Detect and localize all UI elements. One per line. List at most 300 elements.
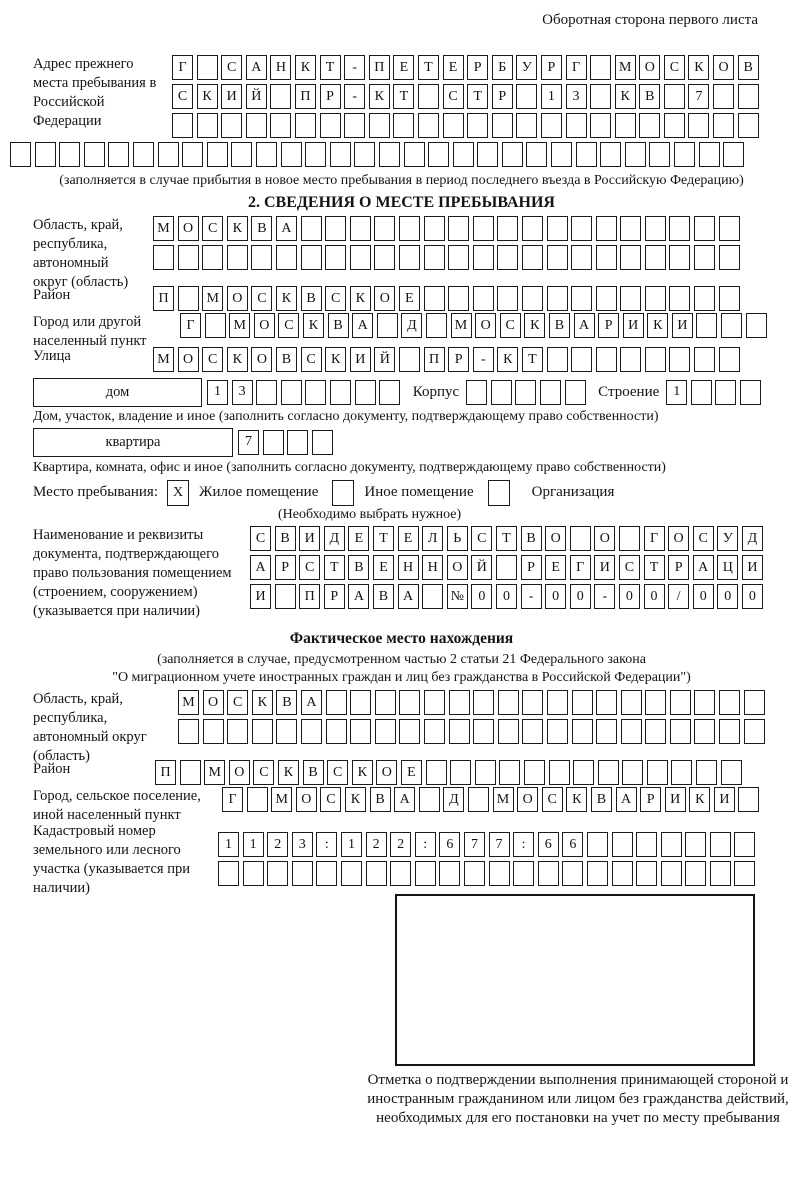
char-cell[interactable] — [301, 245, 322, 270]
char-cell[interactable] — [275, 584, 296, 609]
char-cell[interactable] — [497, 286, 518, 311]
char-cell[interactable]: Й — [374, 347, 395, 372]
char-cell[interactable]: В — [303, 760, 324, 785]
char-cell[interactable] — [596, 690, 617, 715]
char-cell[interactable] — [669, 286, 690, 311]
char-cell[interactable] — [399, 245, 420, 270]
char-cell[interactable] — [721, 760, 742, 785]
char-cell[interactable]: К — [197, 84, 218, 109]
char-cell[interactable] — [590, 113, 611, 138]
char-cell[interactable]: 1 — [218, 832, 239, 857]
char-cell[interactable] — [276, 245, 297, 270]
char-cell[interactable] — [439, 861, 460, 886]
char-cell[interactable]: С — [443, 84, 464, 109]
char-cell[interactable] — [696, 760, 717, 785]
char-cell[interactable] — [178, 245, 199, 270]
char-cell[interactable]: О — [251, 347, 272, 372]
char-cell[interactable] — [696, 313, 717, 338]
char-cell[interactable]: 0 — [496, 584, 517, 609]
char-cell[interactable] — [710, 832, 731, 857]
char-cell[interactable] — [497, 216, 518, 241]
char-cell[interactable] — [393, 113, 414, 138]
char-cell[interactable] — [669, 216, 690, 241]
char-cell[interactable] — [316, 861, 337, 886]
char-cell[interactable] — [522, 245, 543, 270]
char-cell[interactable]: 3 — [292, 832, 313, 857]
char-cell[interactable] — [424, 719, 445, 744]
char-cell[interactable] — [694, 216, 715, 241]
char-cell[interactable] — [231, 142, 252, 167]
char-cell[interactable] — [172, 113, 193, 138]
char-cell[interactable]: Е — [399, 286, 420, 311]
char-cell[interactable] — [305, 380, 326, 405]
char-cell[interactable] — [379, 380, 400, 405]
char-cell[interactable]: В — [521, 526, 542, 551]
char-cell[interactable]: М — [153, 347, 174, 372]
char-cell[interactable] — [723, 142, 744, 167]
char-cell[interactable]: И — [250, 584, 271, 609]
char-cell[interactable]: С — [320, 787, 341, 812]
char-cell[interactable] — [547, 690, 568, 715]
char-cell[interactable]: К — [566, 787, 587, 812]
char-cell[interactable] — [450, 760, 471, 785]
char-cell[interactable] — [636, 861, 657, 886]
char-cell[interactable] — [227, 245, 248, 270]
char-cell[interactable]: - — [521, 584, 542, 609]
char-cell[interactable] — [590, 84, 611, 109]
char-cell[interactable] — [443, 113, 464, 138]
char-cell[interactable] — [449, 690, 470, 715]
char-cell[interactable]: К — [689, 787, 710, 812]
char-cell[interactable]: П — [424, 347, 445, 372]
char-cell[interactable]: Е — [545, 555, 566, 580]
char-cell[interactable] — [625, 142, 646, 167]
char-cell[interactable] — [84, 142, 105, 167]
checkbox-other-premises[interactable] — [332, 480, 354, 506]
char-cell[interactable] — [108, 142, 129, 167]
char-cell[interactable] — [645, 719, 666, 744]
char-cell[interactable]: Е — [373, 555, 394, 580]
char-cell[interactable]: С — [221, 55, 242, 80]
char-cell[interactable]: Е — [401, 760, 422, 785]
char-cell[interactable] — [596, 286, 617, 311]
char-cell[interactable]: И — [672, 313, 693, 338]
char-cell[interactable]: № — [447, 584, 468, 609]
char-cell[interactable] — [330, 380, 351, 405]
char-cell[interactable] — [221, 113, 242, 138]
char-cell[interactable]: С — [693, 526, 714, 551]
char-cell[interactable] — [664, 113, 685, 138]
char-cell[interactable]: Г — [644, 526, 665, 551]
char-cell[interactable]: Т — [496, 526, 517, 551]
char-cell[interactable]: С — [325, 286, 346, 311]
char-cell[interactable]: Р — [320, 84, 341, 109]
char-cell[interactable]: К — [524, 313, 545, 338]
char-cell[interactable] — [694, 245, 715, 270]
char-cell[interactable]: К — [278, 760, 299, 785]
char-cell[interactable] — [498, 719, 519, 744]
char-cell[interactable]: 3 — [566, 84, 587, 109]
char-cell[interactable]: С — [500, 313, 521, 338]
char-cell[interactable] — [744, 690, 765, 715]
char-cell[interactable] — [744, 719, 765, 744]
char-cell[interactable]: Б — [492, 55, 513, 80]
char-cell[interactable]: А — [352, 313, 373, 338]
char-cell[interactable]: 0 — [545, 584, 566, 609]
char-cell[interactable] — [522, 719, 543, 744]
char-cell[interactable] — [180, 760, 201, 785]
char-cell[interactable]: 1 — [666, 380, 687, 405]
char-cell[interactable]: Д — [742, 526, 763, 551]
char-cell[interactable]: Д — [324, 526, 345, 551]
char-cell[interactable] — [374, 245, 395, 270]
char-cell[interactable]: Р — [521, 555, 542, 580]
char-cell[interactable]: М — [451, 313, 472, 338]
char-cell[interactable]: И — [714, 787, 735, 812]
char-cell[interactable] — [719, 245, 740, 270]
char-cell[interactable]: В — [549, 313, 570, 338]
char-cell[interactable]: Т — [418, 55, 439, 80]
char-cell[interactable] — [576, 142, 597, 167]
char-cell[interactable]: Ь — [447, 526, 468, 551]
char-cell[interactable]: Т — [324, 555, 345, 580]
char-cell[interactable] — [473, 286, 494, 311]
char-cell[interactable]: 2 — [366, 832, 387, 857]
char-cell[interactable] — [399, 347, 420, 372]
char-cell[interactable] — [573, 760, 594, 785]
char-cell[interactable]: Н — [422, 555, 443, 580]
char-cell[interactable] — [466, 380, 487, 405]
char-cell[interactable]: И — [299, 526, 320, 551]
char-cell[interactable] — [295, 113, 316, 138]
char-cell[interactable] — [612, 861, 633, 886]
char-cell[interactable]: С — [251, 286, 272, 311]
char-cell[interactable] — [276, 719, 297, 744]
char-cell[interactable] — [669, 245, 690, 270]
char-cell[interactable]: : — [513, 832, 534, 857]
char-cell[interactable]: Р — [448, 347, 469, 372]
char-cell[interactable] — [424, 286, 445, 311]
char-cell[interactable]: В — [276, 347, 297, 372]
char-cell[interactable] — [325, 216, 346, 241]
char-cell[interactable] — [374, 216, 395, 241]
char-cell[interactable] — [671, 760, 692, 785]
char-cell[interactable] — [572, 690, 593, 715]
char-cell[interactable]: 1 — [243, 832, 264, 857]
char-cell[interactable] — [301, 719, 322, 744]
char-cell[interactable]: О — [374, 286, 395, 311]
char-cell[interactable]: О — [296, 787, 317, 812]
char-cell[interactable] — [424, 245, 445, 270]
char-cell[interactable] — [670, 719, 691, 744]
char-cell[interactable] — [419, 787, 440, 812]
char-cell[interactable] — [263, 430, 284, 455]
char-cell[interactable] — [256, 380, 277, 405]
checkbox-residential[interactable]: X — [167, 480, 189, 506]
char-cell[interactable] — [377, 313, 398, 338]
char-cell[interactable] — [428, 142, 449, 167]
char-cell[interactable]: Л — [422, 526, 443, 551]
char-cell[interactable] — [312, 430, 333, 455]
char-cell[interactable]: Т — [522, 347, 543, 372]
char-cell[interactable]: П — [299, 584, 320, 609]
char-cell[interactable]: Р — [598, 313, 619, 338]
char-cell[interactable]: А — [693, 555, 714, 580]
char-cell[interactable] — [252, 719, 273, 744]
char-cell[interactable]: О — [447, 555, 468, 580]
char-cell[interactable]: Д — [401, 313, 422, 338]
char-cell[interactable] — [699, 142, 720, 167]
char-cell[interactable]: 0 — [644, 584, 665, 609]
char-cell[interactable] — [325, 245, 346, 270]
char-cell[interactable]: К — [369, 84, 390, 109]
char-cell[interactable]: К — [688, 55, 709, 80]
char-cell[interactable] — [645, 347, 666, 372]
char-cell[interactable] — [713, 84, 734, 109]
char-cell[interactable] — [203, 719, 224, 744]
char-cell[interactable]: Т — [393, 84, 414, 109]
char-cell[interactable]: П — [153, 286, 174, 311]
char-cell[interactable]: К — [345, 787, 366, 812]
char-cell[interactable] — [645, 690, 666, 715]
char-cell[interactable]: Д — [443, 787, 464, 812]
char-cell[interactable]: Р — [324, 584, 345, 609]
char-cell[interactable]: И — [221, 84, 242, 109]
char-cell[interactable] — [448, 286, 469, 311]
char-cell[interactable] — [502, 142, 523, 167]
char-cell[interactable]: / — [668, 584, 689, 609]
char-cell[interactable]: Р — [541, 55, 562, 80]
char-cell[interactable] — [218, 861, 239, 886]
char-cell[interactable] — [540, 380, 561, 405]
char-cell[interactable] — [721, 313, 742, 338]
char-cell[interactable] — [639, 113, 660, 138]
char-cell[interactable]: Р — [668, 555, 689, 580]
char-cell[interactable]: П — [295, 84, 316, 109]
char-cell[interactable] — [669, 347, 690, 372]
char-cell[interactable]: К — [497, 347, 518, 372]
char-cell[interactable] — [287, 430, 308, 455]
char-cell[interactable]: О — [639, 55, 660, 80]
char-cell[interactable]: - — [344, 55, 365, 80]
char-cell[interactable]: В — [738, 55, 759, 80]
char-cell[interactable]: О — [376, 760, 397, 785]
char-cell[interactable] — [281, 142, 302, 167]
char-cell[interactable] — [715, 380, 736, 405]
char-cell[interactable] — [292, 861, 313, 886]
char-cell[interactable] — [464, 861, 485, 886]
char-cell[interactable]: С — [327, 760, 348, 785]
char-cell[interactable]: С — [227, 690, 248, 715]
char-cell[interactable]: К — [252, 690, 273, 715]
char-cell[interactable] — [664, 84, 685, 109]
apartment-writebox[interactable]: квартира — [33, 428, 233, 457]
char-cell[interactable] — [178, 286, 199, 311]
char-cell[interactable]: Н — [398, 555, 419, 580]
char-cell[interactable] — [612, 832, 633, 857]
char-cell[interactable] — [571, 245, 592, 270]
char-cell[interactable] — [547, 286, 568, 311]
char-cell[interactable]: - — [594, 584, 615, 609]
char-cell[interactable]: 0 — [570, 584, 591, 609]
char-cell[interactable]: М — [178, 690, 199, 715]
char-cell[interactable]: С — [172, 84, 193, 109]
char-cell[interactable]: И — [623, 313, 644, 338]
char-cell[interactable]: А — [301, 690, 322, 715]
char-cell[interactable]: Г — [570, 555, 591, 580]
char-cell[interactable] — [375, 719, 396, 744]
char-cell[interactable] — [598, 760, 619, 785]
char-cell[interactable] — [615, 113, 636, 138]
char-cell[interactable] — [516, 113, 537, 138]
char-cell[interactable]: 3 — [232, 380, 253, 405]
char-cell[interactable] — [694, 286, 715, 311]
char-cell[interactable] — [645, 286, 666, 311]
char-cell[interactable]: Г — [172, 55, 193, 80]
char-cell[interactable] — [566, 113, 587, 138]
char-cell[interactable]: И — [665, 787, 686, 812]
char-cell[interactable] — [590, 55, 611, 80]
char-cell[interactable]: Р — [467, 55, 488, 80]
char-cell[interactable] — [710, 861, 731, 886]
char-cell[interactable]: 7 — [688, 84, 709, 109]
char-cell[interactable] — [661, 861, 682, 886]
char-cell[interactable] — [746, 313, 767, 338]
char-cell[interactable] — [719, 286, 740, 311]
char-cell[interactable] — [685, 832, 706, 857]
char-cell[interactable]: Г — [566, 55, 587, 80]
char-cell[interactable]: О — [713, 55, 734, 80]
char-cell[interactable]: И — [350, 347, 371, 372]
char-cell[interactable]: М — [615, 55, 636, 80]
char-cell[interactable]: А — [276, 216, 297, 241]
char-cell[interactable]: К — [325, 347, 346, 372]
char-cell[interactable] — [719, 690, 740, 715]
char-cell[interactable]: О — [517, 787, 538, 812]
char-cell[interactable]: О — [203, 690, 224, 715]
char-cell[interactable] — [59, 142, 80, 167]
char-cell[interactable] — [350, 690, 371, 715]
char-cell[interactable] — [366, 861, 387, 886]
char-cell[interactable]: В — [301, 286, 322, 311]
char-cell[interactable]: 0 — [693, 584, 714, 609]
char-cell[interactable] — [547, 216, 568, 241]
char-cell[interactable] — [645, 245, 666, 270]
char-cell[interactable]: 2 — [390, 832, 411, 857]
char-cell[interactable] — [491, 380, 512, 405]
char-cell[interactable] — [497, 245, 518, 270]
char-cell[interactable] — [600, 142, 621, 167]
char-cell[interactable] — [246, 113, 267, 138]
char-cell[interactable] — [424, 216, 445, 241]
char-cell[interactable] — [622, 760, 643, 785]
char-cell[interactable] — [426, 760, 447, 785]
char-cell[interactable]: У — [717, 526, 738, 551]
char-cell[interactable] — [415, 861, 436, 886]
char-cell[interactable]: К — [227, 347, 248, 372]
char-cell[interactable] — [330, 142, 351, 167]
char-cell[interactable] — [541, 113, 562, 138]
char-cell[interactable] — [270, 113, 291, 138]
char-cell[interactable]: 1 — [341, 832, 362, 857]
char-cell[interactable] — [565, 380, 586, 405]
char-cell[interactable] — [448, 245, 469, 270]
char-cell[interactable] — [691, 380, 712, 405]
char-cell[interactable]: М — [204, 760, 225, 785]
char-cell[interactable]: : — [415, 832, 436, 857]
char-cell[interactable]: Т — [373, 526, 394, 551]
char-cell[interactable]: В — [370, 787, 391, 812]
char-cell[interactable]: И — [594, 555, 615, 580]
char-cell[interactable]: У — [516, 55, 537, 80]
char-cell[interactable] — [473, 690, 494, 715]
char-cell[interactable] — [153, 245, 174, 270]
char-cell[interactable]: О — [668, 526, 689, 551]
char-cell[interactable] — [499, 760, 520, 785]
char-cell[interactable] — [596, 216, 617, 241]
char-cell[interactable]: М — [153, 216, 174, 241]
char-cell[interactable] — [649, 142, 670, 167]
char-cell[interactable]: С — [253, 760, 274, 785]
char-cell[interactable]: М — [493, 787, 514, 812]
char-cell[interactable]: К — [276, 286, 297, 311]
char-cell[interactable] — [375, 690, 396, 715]
char-cell[interactable]: К — [352, 760, 373, 785]
char-cell[interactable] — [326, 719, 347, 744]
char-cell[interactable]: Г — [222, 787, 243, 812]
char-cell[interactable]: С — [542, 787, 563, 812]
char-cell[interactable] — [674, 142, 695, 167]
char-cell[interactable] — [526, 142, 547, 167]
char-cell[interactable] — [620, 245, 641, 270]
char-cell[interactable] — [350, 216, 371, 241]
char-cell[interactable] — [694, 690, 715, 715]
char-cell[interactable]: С — [202, 216, 223, 241]
char-cell[interactable]: 0 — [619, 584, 640, 609]
char-cell[interactable] — [547, 347, 568, 372]
char-cell[interactable] — [572, 719, 593, 744]
char-cell[interactable]: Р — [492, 84, 513, 109]
char-cell[interactable] — [355, 380, 376, 405]
char-cell[interactable] — [477, 142, 498, 167]
char-cell[interactable]: В — [639, 84, 660, 109]
char-cell[interactable] — [35, 142, 56, 167]
char-cell[interactable]: 6 — [439, 832, 460, 857]
char-cell[interactable]: В — [591, 787, 612, 812]
char-cell[interactable] — [197, 55, 218, 80]
char-cell[interactable] — [404, 142, 425, 167]
char-cell[interactable] — [399, 719, 420, 744]
char-cell[interactable] — [379, 142, 400, 167]
char-cell[interactable] — [587, 832, 608, 857]
char-cell[interactable]: Р — [275, 555, 296, 580]
char-cell[interactable] — [685, 861, 706, 886]
char-cell[interactable] — [694, 347, 715, 372]
char-cell[interactable] — [620, 216, 641, 241]
char-cell[interactable] — [341, 861, 362, 886]
char-cell[interactable] — [468, 787, 489, 812]
char-cell[interactable] — [549, 760, 570, 785]
char-cell[interactable]: О — [178, 216, 199, 241]
char-cell[interactable] — [247, 787, 268, 812]
char-cell[interactable] — [734, 861, 755, 886]
char-cell[interactable] — [538, 861, 559, 886]
char-cell[interactable] — [267, 861, 288, 886]
char-cell[interactable]: А — [348, 584, 369, 609]
char-cell[interactable]: А — [394, 787, 415, 812]
char-cell[interactable]: Н — [270, 55, 291, 80]
char-cell[interactable] — [562, 861, 583, 886]
